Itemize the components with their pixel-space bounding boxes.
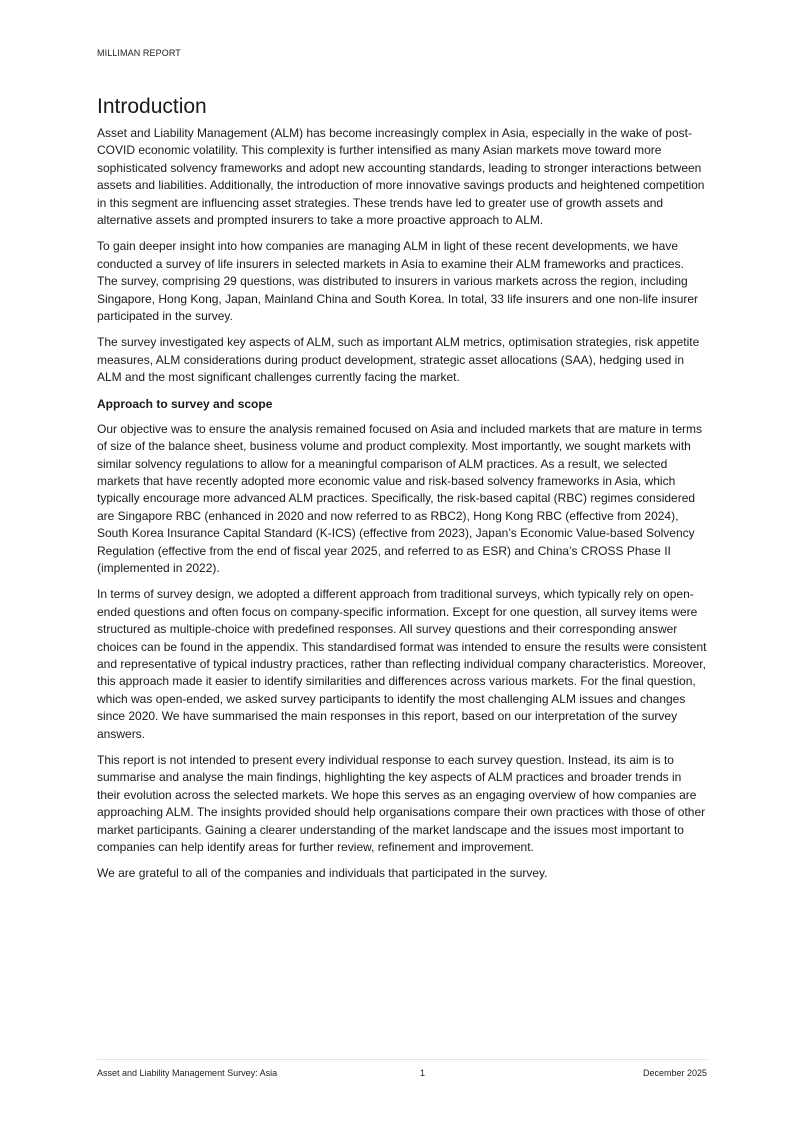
running-header: MILLIMAN REPORT	[97, 48, 181, 58]
intro-paragraph-1: Asset and Liability Management (ALM) has become increasingly complex in Asia, especially in the wake of post-COVID economic volatility. This complexity is further intensified as many Asian markets move toward more sophisticated solvency frameworks and adopt new accounting standards, leading to stronger interactions between assets and liabilities. Additionally, the introduction of more innovative savings products and heightened competition in this segment are influencing asset strategies. These trends have led to greater use of growth assets and alternative assets and prompted insurers to take a more proactive approach to ALM.	[97, 126, 705, 228]
report-page	[97, 0, 707, 1130]
intro-paragraph-3: The survey investigated key aspects of ALM, such as important ALM metrics, optimisation strategies, risk appetite measures, ALM considerations during product development, strategic asset allocations (SAA), hedging used in ALM and the most significant challenges currently facing the market.	[97, 335, 700, 385]
footer-page-number: 1	[420, 1068, 426, 1078]
scope-paragraph-3: This report is not intended to present every individual response to each survey question. Instead, its aim is to summarise and analyse the main findings, highlighting the key aspects of ALM practices and broader trends in their evolution across the selected markets. We hope this serves as an engaging overview of how companies are approaching ALM. The insights provided should help organisations compare their own practices with those of other market participants. Gaining a clearer understanding of the market landscape and the issues most important to companies can help identify areas for further review, refinement and improvement.	[97, 753, 706, 855]
scope-paragraph-1: Our objective was to ensure the analysis remained focused on Asia and included markets that are mature in terms of size of the balance sheet, business volume and product complexity. Most importantly, we sought markets with similar solvency regulations to allow for a meaningful comparison of ALM practices. As a result, we selected markets that have recently adopted more economic value and risk-based solvency frameworks in Asia, which typically encourage more advanced ALM practices. Specifically, the risk-based capital (RBC) regimes considered are Singapore RBC (enhanced in 2020 and now referred to as RBC2), Hong Kong RBC (effective from 2024), South Korea Insurance Capital Standard (K-ICS) (effective from 2023), Japan’s Economic Value-based Solvency Regulation (effective from the end of fiscal year 2025, and referred to as ESR) and China’s CROSS Phase II (implemented in 2022).	[97, 421, 702, 575]
footer-divider	[97, 1059, 707, 1060]
scope-paragraph-2: In terms of survey design, we adopted a different approach from traditional surveys, which typically rely on open-ended questions and often focus on company-specific information. Except for one question, all survey items were structured as multiple-choice with predefined responses. All survey questions and their corresponding answer choices can be found in the appendix. This standardised format was intended to ensure the results were consistent and representative of typical industry practices, rather than reflecting individual company characteristics. Moreover, this approach made it easier to identify similarities and differences across various markets. For the final question, which was open-ended, we asked survey participants to identify the most challenging ALM issues and changes since 2020. We have summarised the main responses in this report, based on our interpretation of the survey answers.	[97, 587, 707, 741]
footer-date: December 2025	[642, 1068, 707, 1078]
footer-report-title: Asset and Liability Management Survey: Asia	[97, 1068, 278, 1078]
scope-paragraph-4: We are grateful to all of the companies and individuals that participated in the survey.	[97, 866, 548, 881]
section-heading: Approach to survey and scope	[97, 396, 273, 411]
page-title: Introduction	[97, 95, 207, 118]
main-content	[97, 95, 707, 892]
intro-paragraph-2: To gain deeper insight into how companies are managing ALM in light of these recent developments, we have conducted a survey of life insurers in selected markets in Asia to examine their ALM frameworks and practices. The survey, comprising 29 questions, was distributed to insurers in various markets across the region, including Singapore, Hong Kong, Japan, Mainland China and South Korea. In total, 33 life insurers and one non-life insurer participated in the survey.	[97, 239, 699, 324]
